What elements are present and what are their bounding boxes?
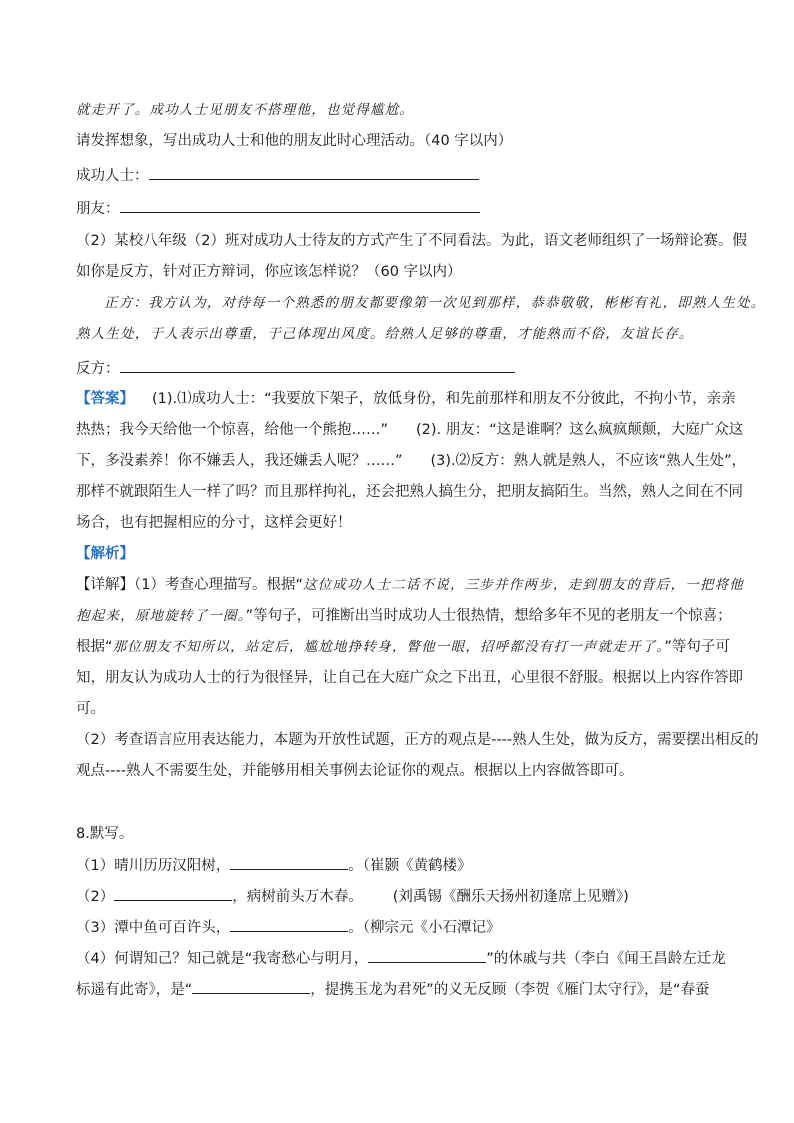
answer-text: (2). 朋友：“这是谁啊？这么疯疯颠颠，大庭广众这	[416, 422, 744, 438]
dictation-text: （1）晴川历历汉阳树，	[76, 858, 231, 874]
answer-line	[76, 420, 743, 440]
detail-tag: 【详解】	[76, 577, 134, 593]
dictation-source: 。（柳宗元《小石潭记》	[348, 920, 501, 936]
dictation-blank[interactable]	[230, 917, 348, 932]
analysis-line	[76, 637, 730, 657]
quoted-argument: 熟人生处，于人表示出尊重，于己体现出风度。给熟人足够的尊重，才能熟而不俗，友谊长存。	[76, 326, 694, 342]
dictation-blank[interactable]	[192, 979, 310, 994]
analysis-line: 观点----熟人不需要生处，并能够用相关事例去论证你的观点。根据以上内容做答即可。	[76, 763, 634, 779]
dictation-blank[interactable]	[368, 948, 486, 963]
dictation-text: ”的休戚与共（李白《闻王昌龄左迁龙	[486, 951, 726, 967]
dictation-text: （2）	[76, 889, 115, 905]
dictation-source: 。（崔颢《黄鹤楼》	[348, 858, 472, 874]
answer-line	[76, 451, 746, 471]
analysis-text: 根据“	[76, 639, 113, 655]
analysis-line: 可。	[76, 701, 105, 717]
text-line: 如你是反方，针对正方辩词，你应该怎样说？（60 字以内）	[76, 264, 462, 280]
dictation-blank[interactable]	[230, 855, 348, 870]
answer-tag: 【答案】	[76, 391, 134, 407]
dictation-text: （4）何谓知己？知己就是“我寄愁心与明月，	[76, 951, 369, 967]
quoted-argument: 正方：我方认为，对待每一个熟悉的朋友都要像第一次见到那样，恭恭敬敬，彬彬有礼，即熟人生处。	[104, 295, 766, 311]
answer-label: 朋友：	[76, 201, 120, 217]
answer-line: 那样不就跟陌生人一样了吗？而且那样拘礼，还会把熟人搞生分，把朋友搞陌生。当然，熟人之间在不同	[76, 484, 743, 500]
analysis-line: 知，朋友认为成功人士的行为很怪异，让自己在大庭广众之下出丑，心里很不舒服。根据以上内容作答即	[76, 670, 743, 686]
dictation-text: 标遥有此寄》，是“	[76, 982, 193, 998]
analysis-heading	[76, 544, 134, 564]
text-line: 就走开了。成功人士见朋友不搭理他，也觉得尴尬。	[76, 102, 415, 118]
analysis-line	[76, 575, 744, 595]
dictation-item	[76, 917, 500, 938]
question-title: 8.默写。	[76, 826, 134, 842]
answer-line	[76, 389, 736, 409]
answer-blank[interactable]	[120, 358, 515, 373]
analysis-quote: 抱起来，原地旋转了一圈。	[76, 608, 246, 624]
answer-text: (1).⑴成功人士：“我要放下架子，放低身份，和先前那样和朋友不分彼此，不拘小节，亲亲	[152, 391, 736, 407]
dictation-text: （3）潭中鱼可百许头，	[76, 920, 231, 936]
analysis-quote: 这位成功人士二话不说，三步并作两步，走到朋友的背后，一把将他	[303, 577, 744, 593]
dictation-item	[76, 948, 726, 969]
analysis-quote: 那位朋友不知所以，站定后，尴尬地挣转身，瞥他一眼，招呼都没有打一声就走开了。	[112, 639, 665, 655]
answer-label: 成功人士：	[76, 168, 149, 184]
answer-row-opposition	[76, 358, 515, 379]
analysis-text: ”等句子可	[664, 639, 730, 655]
answer-text: (3).⑵反方：熟人就是熟人，不应该“熟人生处”，	[430, 453, 747, 469]
analysis-line	[76, 606, 732, 626]
answer-blank[interactable]	[120, 198, 480, 213]
dictation-text: ，病树前头万木春。	[232, 889, 363, 905]
dictation-item	[76, 979, 710, 1000]
answer-line: 场合，也有把握相应的分寸，这样会更好！	[76, 515, 352, 531]
dictation-item	[76, 886, 629, 907]
text-line: （2）某校八年级（2）班对成功人士待友的方式产生了不同看法。为此，语文老师组织了一场辩论赛。假	[76, 233, 747, 249]
analysis-text: （1）考查心理描写。根据“	[134, 577, 303, 593]
analysis-text: ”等句子，可推断出当时成功人士很热情，想给多年不见的老朋友一个惊喜；	[245, 608, 732, 624]
answer-row-success-person	[76, 165, 479, 186]
dictation-blank[interactable]	[114, 886, 232, 901]
analysis-tag: 【解析】	[76, 546, 134, 562]
dictation-source: (刘禹锡《酬乐天扬州初逢席上见赠》)	[392, 889, 629, 905]
dictation-item	[76, 855, 471, 876]
answer-label: 反方：	[76, 361, 120, 377]
answer-text: 下，多没素养！你不嫌丢人，我还嫌丢人呢？……”	[76, 453, 403, 469]
analysis-line: （2）考查语言应用表达能力，本题为开放性试题，正方的观点是----熟人生处，做为反方，需要摆出相反的	[76, 732, 759, 748]
question-prompt: 请发挥想象，写出成功人士和他的朋友此时心理活动。（40 字以内）	[76, 133, 513, 149]
answer-text: 热热；我今天给他一个惊喜，给他一个熊抱……”	[76, 422, 389, 438]
answer-row-friend	[76, 198, 480, 219]
dictation-text: ，提携玉龙为君死”的义无反顾（李贺《雁门太守行》，是“春蚕	[310, 982, 710, 998]
answer-blank[interactable]	[149, 165, 479, 180]
